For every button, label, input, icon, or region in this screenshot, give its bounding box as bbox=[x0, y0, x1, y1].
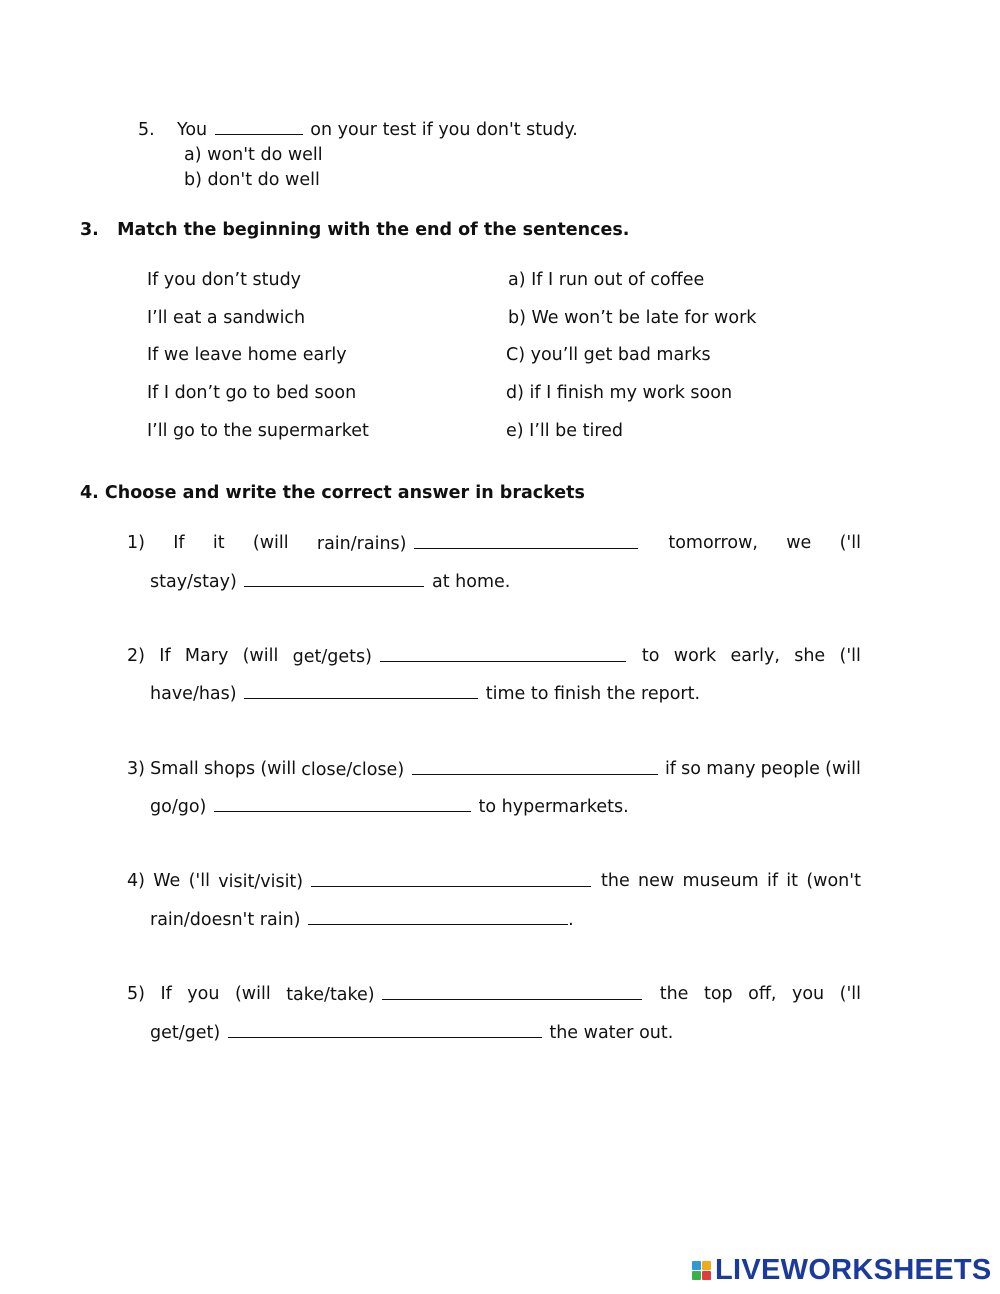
exercise-5-line-1 bbox=[127, 983, 861, 1006]
word: you bbox=[187, 984, 220, 1004]
word: the bbox=[601, 871, 630, 891]
exercise-1-line-2 bbox=[150, 570, 510, 593]
section-number: 3. bbox=[80, 220, 99, 240]
word: 3) bbox=[127, 759, 145, 779]
answer-blank[interactable] bbox=[308, 908, 568, 925]
question-text-before: You bbox=[176, 120, 208, 140]
word-with-blank bbox=[218, 870, 592, 893]
word: so bbox=[681, 759, 701, 779]
word: visit/visit) bbox=[218, 872, 304, 892]
word: museum bbox=[682, 871, 759, 891]
logo-square bbox=[692, 1261, 701, 1270]
exercise-5-line-2 bbox=[150, 1021, 673, 1044]
word: Mary bbox=[184, 646, 229, 666]
exercise-2-line-2 bbox=[150, 682, 700, 705]
word: (will bbox=[260, 759, 297, 779]
exercise-4-line-1 bbox=[127, 870, 861, 893]
word: take/take) bbox=[286, 985, 375, 1005]
answer-blank[interactable] bbox=[412, 758, 658, 775]
word: off, bbox=[748, 984, 777, 1004]
exercise-3-line-2 bbox=[150, 795, 629, 818]
word: ('ll bbox=[188, 871, 210, 891]
word: (will bbox=[234, 984, 271, 1004]
word: rain/doesn't rain) bbox=[150, 910, 301, 930]
word: work bbox=[673, 646, 717, 666]
word-with-blank bbox=[286, 983, 644, 1006]
option-a[interactable]: a) won't do well bbox=[184, 145, 323, 165]
word-with-blank bbox=[293, 645, 628, 668]
section-title: Match the beginning with the end of the sentences. bbox=[117, 220, 630, 240]
word: close/close) bbox=[301, 760, 405, 780]
word: 1) bbox=[127, 533, 145, 553]
word: tomorrow, bbox=[668, 533, 758, 553]
answer-blank[interactable] bbox=[228, 1021, 542, 1038]
word: it bbox=[786, 871, 799, 891]
word: stay/stay) bbox=[150, 572, 237, 592]
question-number: 5. bbox=[138, 120, 155, 140]
exercise-1-line-1 bbox=[127, 532, 861, 555]
word: time to finish the report. bbox=[485, 684, 701, 704]
word: have/has) bbox=[150, 684, 237, 704]
section-3-heading bbox=[80, 219, 629, 241]
word: early, bbox=[730, 646, 780, 666]
word: at home. bbox=[432, 572, 511, 592]
word: If bbox=[160, 984, 172, 1004]
word: if bbox=[766, 871, 778, 891]
exercise-2-line-1 bbox=[127, 645, 861, 668]
word: If bbox=[173, 533, 185, 553]
word-with-blank bbox=[301, 758, 659, 781]
word: people bbox=[760, 759, 820, 779]
logo-square bbox=[692, 1271, 701, 1280]
word: get/get) bbox=[150, 1023, 221, 1043]
logo-text: LIVEWORKSHEETS bbox=[715, 1254, 992, 1286]
answer-blank[interactable] bbox=[382, 983, 642, 1000]
answer-blank[interactable] bbox=[380, 645, 626, 662]
match-right-item[interactable]: b) We won’t be late for work bbox=[508, 308, 757, 328]
word: she bbox=[794, 646, 826, 666]
word: We bbox=[153, 871, 181, 891]
match-left-item[interactable]: I’ll go to the supermarket bbox=[147, 421, 369, 441]
exercise-4-line-2 bbox=[150, 908, 574, 931]
answer-blank[interactable] bbox=[311, 870, 591, 887]
answer-blank[interactable] bbox=[215, 118, 303, 135]
word: (will bbox=[825, 759, 861, 779]
word: 2) bbox=[127, 646, 145, 666]
word: get/gets) bbox=[292, 647, 372, 667]
answer-blank[interactable] bbox=[414, 532, 638, 549]
word: ('ll bbox=[839, 533, 861, 553]
word: new bbox=[638, 871, 675, 891]
word: if bbox=[664, 759, 676, 779]
word: (will bbox=[252, 533, 289, 553]
match-right-item[interactable]: C) you’ll get bad marks bbox=[506, 345, 711, 365]
match-left-item[interactable]: If you don’t study bbox=[147, 270, 302, 290]
exercise-3-line-1 bbox=[127, 758, 861, 781]
match-right-item[interactable]: e) I’ll be tired bbox=[506, 421, 624, 441]
word: to bbox=[641, 646, 660, 666]
word: it bbox=[212, 533, 225, 553]
match-right-item[interactable]: d) if I finish my work soon bbox=[506, 383, 733, 403]
logo-square bbox=[702, 1261, 711, 1270]
word: rain/rains) bbox=[316, 534, 407, 554]
word: (will bbox=[242, 646, 279, 666]
word: the water out. bbox=[549, 1023, 674, 1043]
word: we bbox=[786, 533, 812, 553]
match-right-item[interactable]: a) If I run out of coffee bbox=[508, 270, 705, 290]
logo-square bbox=[702, 1271, 711, 1280]
word: ('ll bbox=[839, 984, 861, 1004]
answer-blank[interactable] bbox=[244, 682, 478, 699]
answer-blank[interactable] bbox=[214, 795, 471, 812]
logo-icon bbox=[692, 1261, 711, 1280]
word: many bbox=[706, 759, 756, 779]
match-left-item[interactable]: I’ll eat a sandwich bbox=[147, 308, 306, 328]
word: top bbox=[703, 984, 733, 1004]
word: go/go) bbox=[150, 797, 207, 817]
word: 5) bbox=[127, 984, 145, 1004]
word: Small bbox=[150, 759, 199, 779]
word: you bbox=[791, 984, 825, 1004]
word: (won't bbox=[806, 871, 861, 891]
liveworksheets-logo bbox=[692, 1254, 992, 1287]
answer-blank[interactable] bbox=[244, 570, 424, 587]
word: If bbox=[159, 646, 171, 666]
word: the bbox=[659, 984, 689, 1004]
word: ('ll bbox=[839, 646, 861, 666]
question-5 bbox=[138, 118, 578, 141]
match-left-item[interactable]: If we leave home early bbox=[147, 345, 347, 365]
question-text-after: on your test if you don't study. bbox=[310, 120, 578, 140]
word-with-blank bbox=[317, 532, 640, 555]
word: 4) bbox=[127, 871, 145, 891]
word: shops bbox=[203, 759, 256, 779]
option-b[interactable]: b) don't do well bbox=[184, 170, 320, 190]
section-4-heading: 4. Choose and write the correct answer in brackets bbox=[80, 483, 585, 503]
match-left-item[interactable]: If I don’t go to bed soon bbox=[147, 383, 357, 403]
word: to hypermarkets. bbox=[478, 797, 629, 817]
word: . bbox=[568, 910, 574, 930]
